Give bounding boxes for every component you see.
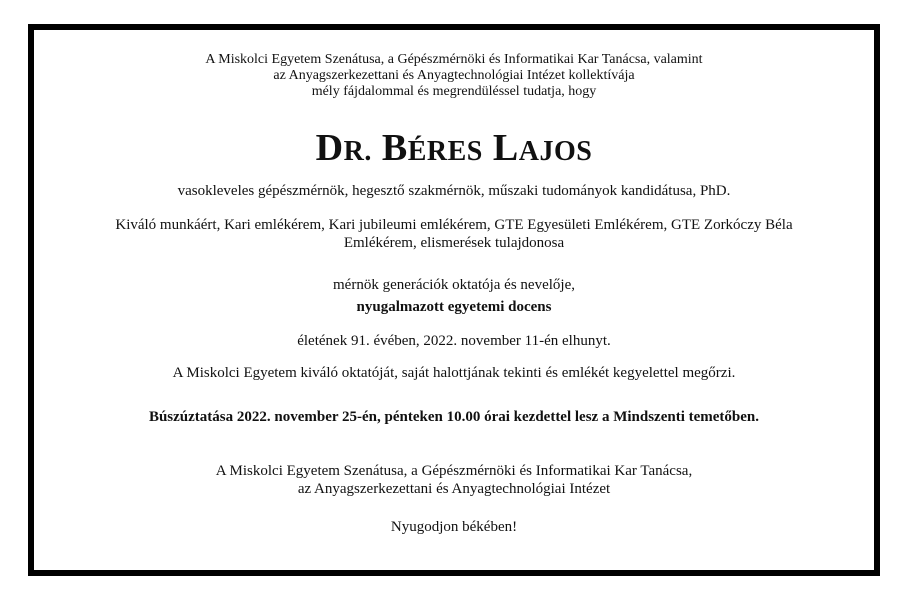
roles-line-2: nyugalmazott egyetemi docens (356, 299, 552, 315)
funeral-notice: Búszúztatása 2022. november 25-én, pénteken 10.00 órai kezdettel lesz a Mindszenti temetőben. (148, 409, 760, 425)
name-rest-1: R. (343, 136, 372, 167)
header-line-1: A Miskolci Egyetem Szenátusa, a Gépészmérnöki és Informatikai Kar Tanácsa, valamint (205, 52, 703, 67)
name-initial-2: B (381, 127, 408, 169)
name-initial-1: D (315, 127, 344, 169)
roles-line-1: mérnök generációk oktatója és nevelője, (333, 277, 575, 293)
death-notice: életének 91. évében, 2022. november 11-én elhunyt. (297, 333, 611, 349)
name-rest-3: AJOS (518, 136, 593, 167)
awards-line-2: Emlékérem, elismerések tulajdonosa (343, 235, 565, 251)
header-line-2: az Anyagszerkezettani és Anyagtechnológiai Intézet kollektívája (273, 68, 635, 83)
deceased-name (34, 126, 874, 174)
signature-line-2: az Anyagszerkezettani és Anyagtechnológiai Intézet (297, 481, 611, 497)
header-line-3: mély fájdalommal és megrendüléssel tudatja, hogy (311, 84, 597, 99)
obituary-frame (28, 24, 880, 576)
signature-line-1: A Miskolci Egyetem Szenátusa, a Gépészmérnöki és Informatikai Kar Tanácsa, (215, 463, 693, 479)
tribute-text: A Miskolci Egyetem kiváló oktatóját, saját halottjának tekinti és emlékét kegyelettel megőrzi. (172, 365, 736, 381)
name-initial-3: L (492, 127, 519, 169)
professional-titles: vasokleveles gépészmérnök, hegesztő szakmérnök, műszaki tudományok kandidátusa, PhD. (177, 183, 731, 199)
closing-text: Nyugodjon békében! (390, 519, 518, 535)
awards-line-1: Kiváló munkáért, Kari emlékérem, Kari jubileumi emlékérem, GTE Egyesületi Emlékérem, GTE Zorkóczy Béla (115, 217, 793, 233)
name-rest-2: ÉRES (407, 136, 483, 167)
